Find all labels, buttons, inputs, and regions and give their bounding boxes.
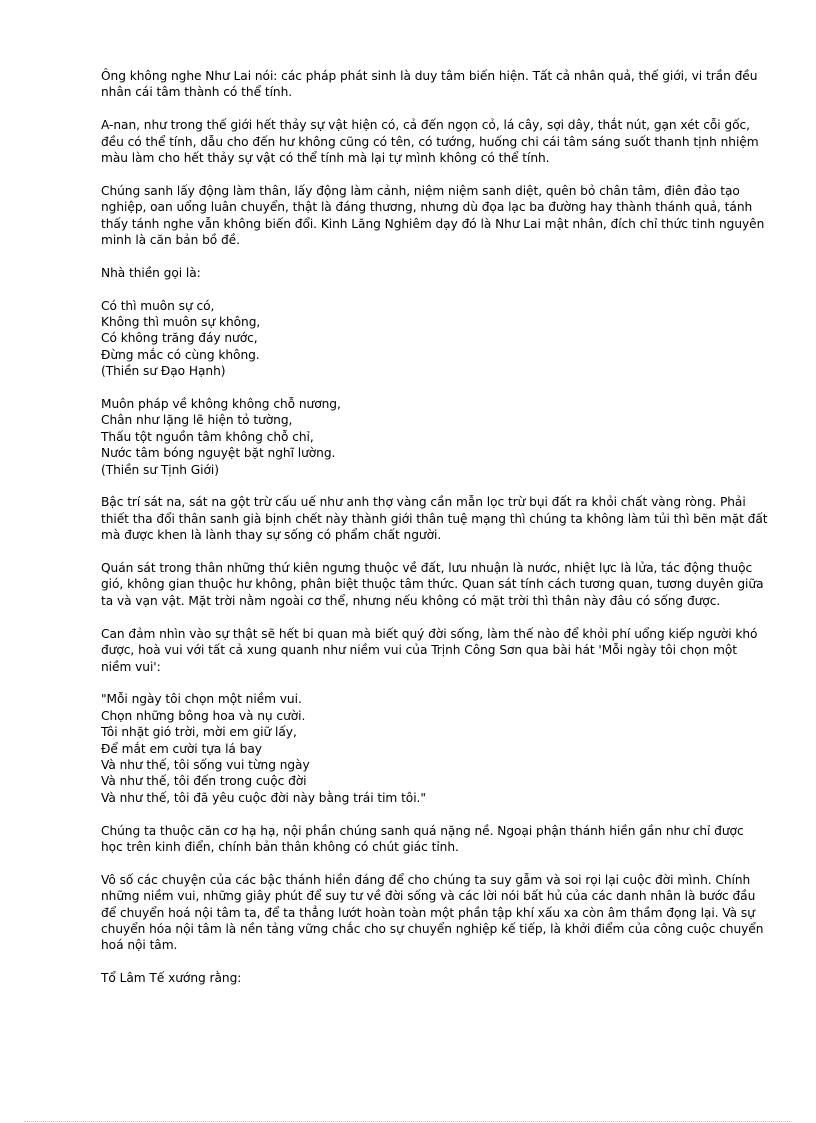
- text-line: Nhà thiền gọi là:: [101, 265, 201, 280]
- text-line: đều có thể tính, dẫu cho đến hư không cũng có tên, có tướng, huống chi cái tâm sáng suốt thanh tịnh nhiệm: [101, 134, 759, 149]
- paragraph: [101, 691, 776, 806]
- text-line: thấy tánh nghe vẫn không biến đổi. Kinh Lăng Nghiêm dạy đó là Như Lai mật nhân, đích chỉ thức tinh nguyên: [101, 216, 765, 231]
- paragraph: [101, 560, 776, 609]
- text-line: "Mỗi ngày tôi chọn một niềm vui.: [101, 692, 302, 707]
- text-line: mà được khen là lành thay sự sống có phẩm chất người.: [101, 528, 442, 543]
- text-line: Có thì muôn sự có,: [101, 298, 215, 313]
- text-line: niềm vui':: [101, 659, 161, 674]
- text-line: Quán sát trong thân những thứ kiên ngưng thuộc về đất, lưu nhuận là nước, nhiệt lực là lửa, tác động thuộc: [101, 561, 753, 576]
- text-line: Tôi nhặt gió trời, mời em giữ lấy,: [101, 725, 297, 740]
- text-line: Thấu tột nguồn tâm không chỗ chỉ,: [101, 429, 314, 444]
- text-line: (Thiền sư Đạo Hạnh): [101, 364, 226, 379]
- text-line: Không thì muôn sự không,: [101, 315, 261, 330]
- text-line: gió, không gian thuộc hư không, phân biệt thuộc tâm thức. Quan sát tính cách tương quan, tương duyên giữa: [101, 577, 764, 592]
- text-line: Và như thế, tôi sống vui từng ngày: [101, 757, 310, 772]
- text-line: Chúng ta thuộc căn cơ hạ hạ, nội phần chúng sanh quá nặng nề. Ngoại phận thánh hiền gần như chỉ được: [101, 823, 744, 838]
- text-line: minh là căn bản bồ đề.: [101, 233, 240, 248]
- text-line: Chúng sanh lấy động làm thân, lấy động làm cảnh, niệm niệm sanh diệt, quên bỏ chân tâm, điên đảo tạo: [101, 183, 740, 198]
- text-line: nghiệp, oan uổng luân chuyển, thật là đáng thương, nhưng dù đọa lạc ba đường hay thành thánh quả, tánh: [101, 200, 753, 215]
- paragraph: [101, 970, 776, 986]
- text-line: Chân như lặng lẽ hiện tỏ tường,: [101, 413, 293, 428]
- paragraph: [101, 298, 776, 380]
- text-line: màu làm cho hết thảy sự vật có thể tính mà lại tự mình không có thể tính.: [101, 151, 550, 166]
- paragraph: [101, 823, 776, 856]
- text-line: Can đảm nhìn vào sự thật sẽ hết bi quan mà biết quý đời sống, làm thế nào để khỏi phí uổng kiếp người khó: [101, 626, 758, 641]
- text-line: nhân cái tâm thành có thể tính.: [101, 85, 293, 100]
- page-bottom-rule: [24, 1121, 792, 1122]
- text-line: Muôn pháp về không không chỗ nương,: [101, 397, 341, 412]
- text-line: được, hoà vui với tất cả xung quanh như niềm vui của Trịnh Công Sơn qua bài hát 'Mỗi ngày tôi chọn một: [101, 643, 738, 658]
- text-line: Có không trăng đáy nước,: [101, 331, 258, 346]
- text-line: Và như thế, tôi đã yêu cuộc đời này bằng trái tim tôi.": [101, 790, 426, 805]
- text-line: Chọn những bông hoa và nụ cười.: [101, 708, 306, 723]
- text-line: Nước tâm bóng nguyệt bặt nghĩ lường.: [101, 446, 336, 461]
- paragraph: [101, 68, 776, 101]
- text-line: Và như thế, tôi đến trong cuộc đời: [101, 774, 307, 789]
- text-line: Bậc trí sát na, sát na gột trừ cấu uế như anh thợ vàng cần mẫn lọc trừ bụi đất ra khỏi chất vàng ròng. Phải: [101, 495, 746, 510]
- text-line: Tổ Lâm Tế xướng rằng:: [101, 971, 242, 986]
- paragraph: [101, 183, 776, 249]
- text-line: Đừng mắc có cùng không.: [101, 347, 260, 362]
- paragraph: [101, 626, 776, 675]
- paragraph: [101, 872, 776, 954]
- text-line: ta và vạn vật. Mặt trời nằm ngoài cơ thể, nhưng nếu không có mặt trời thì thân này đâu có sống được.: [101, 593, 721, 608]
- text-line: Ông không nghe Như Lai nói: các pháp phát sinh là duy tâm biến hiện. Tất cả nhân quả, thế giới, vi trần đều: [101, 69, 758, 83]
- paragraph: [101, 396, 776, 478]
- text-line: (Thiền sư Tịnh Giới): [101, 462, 219, 477]
- text-line: hoá nội tâm.: [101, 938, 178, 953]
- text-line: A-nan, như trong thế giới hết thảy sự vật hiện có, cả đến ngọn cỏ, lá cây, sợi dây, thắt nút, gạn xét cỗi gốc,: [101, 118, 750, 133]
- text-line: thiết tha đổi thân sanh già bịnh chết này thành giới thân tuệ mạng thì chúng ta không làm tủi thì bẽn mặt đất: [101, 511, 768, 526]
- text-line: chuyển hóa nội tâm là nền tảng vững chắc cho sự chuyển nghiệp kế tiếp, là khởi điểm của công cuộc chuyển: [101, 921, 764, 936]
- paragraph: [101, 265, 776, 281]
- text-line: Vô số các chuyện của các bậc thánh hiền đáng để cho chúng ta suy gẫm và soi rọi lại cuộc đời mình. Chính: [101, 872, 751, 887]
- text-line: Để mắt em cười tựa lá bay: [101, 741, 262, 756]
- text-line: để chuyển hoá nội tâm ta, để ta thẳng lướt hoàn toàn một phần tập khí xấu xa còn âm thầm đọng lại. Và sự: [101, 905, 755, 920]
- paragraph: [101, 494, 776, 543]
- document-body: [101, 68, 776, 1003]
- paragraph: [101, 117, 776, 166]
- text-line: học trên kinh điển, chính bản thân không có chút giác tỉnh.: [101, 839, 459, 854]
- text-line: những niềm vui, những giây phút để suy tư về đời sống và các lời nói bất hủ của các danh nhân là bước đầu: [101, 889, 756, 904]
